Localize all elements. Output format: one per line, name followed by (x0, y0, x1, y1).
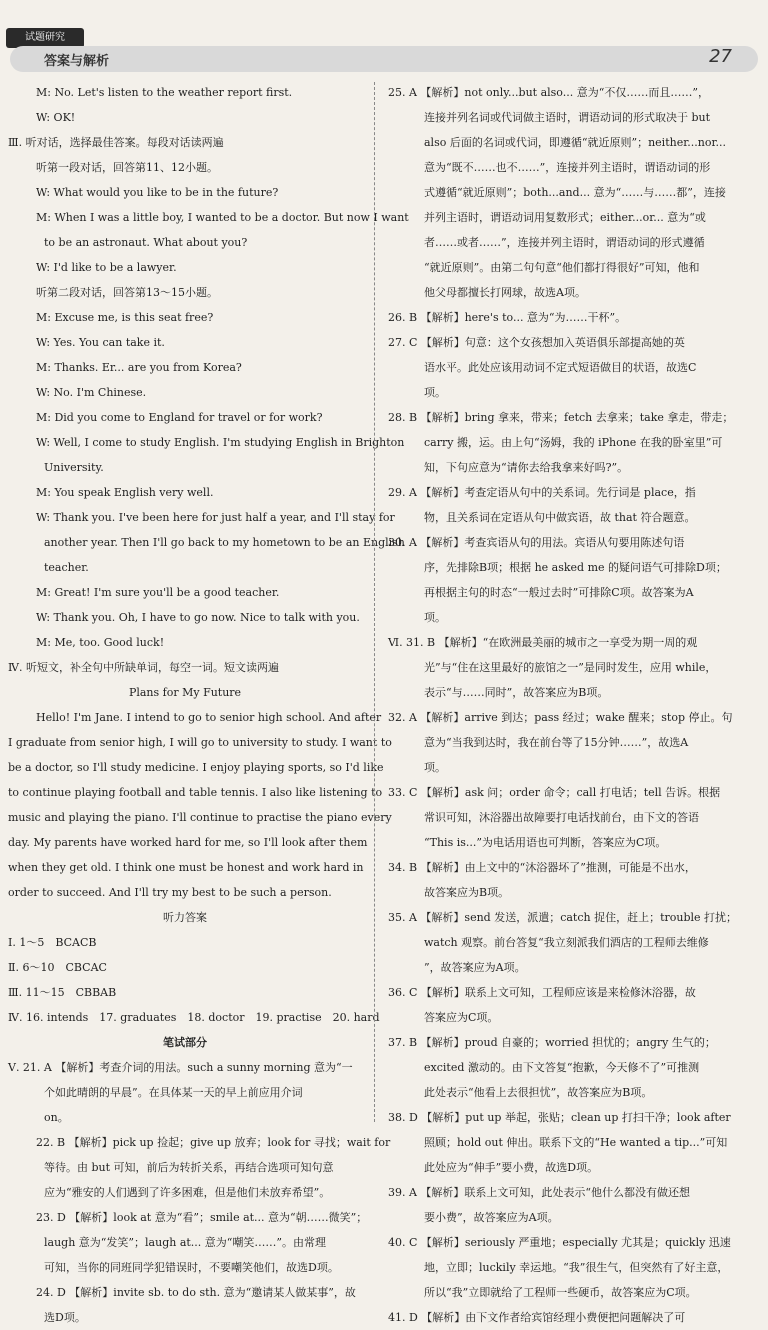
left-text-line: day. My parents have worked hard for me, so I'll look after them (8, 836, 368, 849)
right-text-line: also 后面的名词或代词，即遵循“就近原则”；neither...nor... (424, 136, 726, 149)
left-text-line: Ⅲ. 听对话，选择最佳答案。每段对话读两遍 (8, 136, 224, 149)
right-text-line: “就近原则”。由第二句句意“他们都打得很好”可知，他和 (424, 261, 700, 274)
left-text-line: on。 (44, 1111, 69, 1124)
right-text-line: 知，下句应意为“请你去给我拿来好吗?”。 (424, 461, 629, 474)
left-text-line: 应为“雅安的人们遇到了许多困难，但是他们未放弃希望”。 (44, 1186, 331, 1199)
right-text-line: 29. A 【解析】考查定语从句中的关系词。先行词是 place，指 (388, 486, 696, 499)
left-text-line: M: Great! I'm sure you'll be a good teacher. (36, 586, 280, 599)
left-text-line: when they get old. I think one must be honest and work hard in (8, 861, 364, 874)
left-text-line: Ⅰ. 1～5 BCACB (8, 936, 97, 949)
right-text-line: Ⅵ. 31. B 【解析】“在欧洲最美丽的城市之一享受为期一周的观 (388, 636, 698, 649)
right-text-line: 要小费”，故答案应为A项。 (424, 1211, 559, 1224)
left-text-line: to continue playing football and table tennis. I also like listening to (8, 786, 383, 799)
left-text-line: M: Me, too. Good luck! (36, 636, 165, 649)
right-text-line: 表示“与……同时”，故答案应为B项。 (424, 686, 609, 699)
right-text-line: 故答案应为B项。 (424, 886, 510, 899)
right-text-line: 41. D 【解析】由下文作者给宾馆经理小费便把问题解决了可 (388, 1311, 686, 1324)
left-text-line: music and playing the piano. I'll continue to practise the piano every (8, 811, 392, 824)
right-text-line: 地，立即；luckily 幸运地。“我”很生气，但突然有了好主意， (424, 1261, 729, 1274)
right-text-line: 意为“当我到达时，我在前台等了15分钟……”，故选A (424, 736, 689, 749)
left-text-line: 等待。由 but 可知，前后为转折关系，再结合选项可知句意 (44, 1161, 334, 1174)
left-text-line: 选D项。 (44, 1311, 86, 1324)
left-text-line: W: Yes. You can take it. (36, 336, 165, 349)
left-text-line: W: What would you like to be in the future? (36, 186, 279, 199)
left-text-line: Ⅴ. 21. A 【解析】考查介词的用法。such a sunny morning 意为“一 (8, 1061, 353, 1074)
brand-logo: 试题研究 (6, 28, 84, 48)
left-text-line: order to succeed. And I'll try my best to be such a person. (8, 886, 332, 899)
left-text-line: University. (44, 461, 104, 474)
left-text-line: M: You speak English very well. (36, 486, 214, 499)
left-text-line: Plans for My Future (128, 686, 242, 699)
left-text-line: Ⅳ. 16. intends 17. graduates 18. doctor 19. practise 20. hard (8, 1011, 380, 1024)
right-text-line: 所以“我”立即就给了工程师一些硬币，故答案应为C项。 (424, 1286, 697, 1299)
right-text-line: 26. B 【解析】here's to... 意为“为……干杯”。 (388, 311, 627, 324)
left-text-line: Ⅳ. 听短文，补全句中所缺单词，每空一词。短文读两遍 (8, 661, 279, 674)
right-text-line: 此处表示“他看上去很担忧”，故答案应为B项。 (424, 1086, 653, 1099)
right-text-line: 他父母都擅长打网球，故选A项。 (424, 286, 586, 299)
right-text-line: 式遵循“就近原则”；both...and... 意为“……与……都”，连接 (424, 186, 726, 199)
right-text-line: 再根据主句的时态“一般过去时”可排除C项。故答案为A (424, 586, 694, 599)
left-text-line: 22. B 【解析】pick up 捡起；give up 放弃；look for 寻找；wait for (36, 1136, 391, 1149)
left-text-line: 23. D 【解析】look at 意为“看”；smile at... 意为“朝……微笑”； (36, 1211, 368, 1224)
right-text-line: excited 激动的。由下文答复“抱歉，今天修不了”可推测 (424, 1061, 700, 1074)
right-text-line: 物，且关系词在定语从句中做宾语，故 that 符合题意。 (424, 511, 696, 524)
left-text-line: laugh 意为“发笑”；laugh at... 意为“嘲笑……”。由常理 (44, 1236, 327, 1249)
right-text-line: ”，故答案应为A项。 (424, 961, 526, 974)
left-text-line: 笔试部分 (163, 1036, 207, 1049)
left-text-line: W: Thank you. Oh, I have to go now. Nice to talk with you. (36, 611, 360, 624)
left-text-line: M: Did you come to England for travel or for work? (36, 411, 323, 424)
left-text-line: 听力答案 (163, 911, 207, 924)
right-text-line: 27. C 【解析】句意：这个女孩想加入英语俱乐部提高她的英 (388, 336, 685, 349)
left-text-line: Ⅲ. 11～15 CBBAB (8, 986, 117, 999)
left-text-line: 听第一段对话，回答第11、12小题。 (36, 161, 218, 174)
right-text-line: 语水平。此处应该用动词不定式短语做目的状语，故选C (424, 361, 697, 374)
right-text-line: 32. A 【解析】arrive 到达；pass 经过；wake 醒来；stop 停止。句 (388, 711, 733, 724)
left-text-line: be a doctor, so I'll study medicine. I enjoy playing sports, so I'd like (8, 761, 384, 774)
right-text-line: 项。 (424, 611, 446, 624)
left-text-line: 听第二段对话，回答第13～15小题。 (36, 286, 218, 299)
right-text-line: 35. A 【解析】send 发送，派遣；catch 捉住，赶上；trouble 打扰； (388, 911, 738, 924)
right-text-line: 34. B 【解析】由上文中的“沐浴器坏了”推测，可能是不出水， (388, 861, 696, 874)
right-text-line: 意为“既不……也不……”，连接并列主语时，谓语动词的形 (424, 161, 711, 174)
left-text-line: 个如此晴朗的早晨”。在具体某一天的早上前应用介词 (44, 1086, 303, 1099)
right-text-line: 此处应为“伸手”要小费，故选D项。 (424, 1161, 599, 1174)
left-text-line: W: OK! (36, 111, 76, 124)
right-column (388, 80, 748, 1330)
right-text-line: 28. B 【解析】bring 拿来，带来；fetch 去拿来；take 拿走，带走； (388, 411, 734, 424)
right-text-line: 项。 (424, 386, 446, 399)
left-text-line: Hello! I'm Jane. I intend to go to senior high school. And after (36, 711, 382, 724)
right-text-line: 40. C 【解析】seriously 严重地；especially 尤其是；quickly 迅速 (388, 1236, 731, 1249)
right-text-line: 项。 (424, 761, 446, 774)
left-text-line: M: Excuse me, is this seat free? (36, 311, 214, 324)
right-text-line: 常识可知，沐浴器出故障要打电话找前台，由下文的答语 (424, 811, 699, 824)
right-text-line: 39. A 【解析】联系上文可知，此处表示“他什么都没有做还想 (388, 1186, 691, 1199)
right-text-line: “This is...”为电话用语也可判断，答案应为C项。 (424, 836, 667, 849)
page-number: 27 (709, 46, 732, 67)
left-text-line: another year. Then I'll go back to my hometown to be an English (44, 536, 405, 549)
left-text-line: W: I'd like to be a lawyer. (36, 261, 177, 274)
left-text-line: 24. D 【解析】invite sb. to do sth. 意为“邀请某人做某事”，故 (36, 1286, 356, 1299)
right-text-line: 38. D 【解析】put up 举起，张贴；clean up 打扫干净；look after (388, 1111, 731, 1124)
section-title: 答案与解析 (44, 54, 110, 69)
left-column (8, 80, 409, 1330)
right-text-line: 光”与“住在这里最好的旅馆之一”是同时发生，应用 while， (424, 661, 717, 674)
left-text-line: M: Thanks. Er... are you from Korea? (36, 361, 242, 374)
right-text-line: 连接并列名词或代词做主语时，谓语动词的形式取决于 but (424, 111, 711, 124)
right-text-line: 答案应为C项。 (424, 1011, 499, 1024)
left-text-line: M: No. Let's listen to the weather report first. (36, 86, 293, 99)
left-text-line: to be an astronaut. What about you? (44, 236, 248, 249)
header-bar (10, 46, 758, 72)
left-text-line: 可知，当你的同班同学犯错误时，不要嘲笑他们，故选D项。 (44, 1261, 339, 1274)
left-text-line: teacher. (44, 561, 89, 574)
right-text-line: 并列主语时，谓语动词用复数形式；either...or... 意为“或 (424, 211, 706, 224)
right-text-line: 33. C 【解析】ask 问；order 命令；call 打电话；tell 告诉。根据 (388, 786, 721, 799)
column-divider (374, 82, 375, 1122)
right-text-line: 25. A 【解析】not only...but also... 意为“不仅……而且……”， (388, 86, 709, 99)
left-text-line: W: Well, I come to study English. I'm studying English in Brighton (36, 436, 405, 449)
left-text-line: M: When I was a little boy, I wanted to be a doctor. But now I want (36, 211, 409, 224)
left-text-line: Ⅱ. 6～10 CBCAC (8, 961, 107, 974)
right-text-line: 36. C 【解析】联系上文可知，工程师应该是来检修沐浴器，故 (388, 986, 696, 999)
right-text-line: 30. A 【解析】考查宾语从句的用法。宾语从句要用陈述句语 (388, 536, 685, 549)
left-text-line: W: No. I'm Chinese. (36, 386, 147, 399)
right-text-line: 序，先排除B项；根据 he asked me 的疑问语气可排除D项； (424, 561, 727, 574)
right-text-line: 照顾；hold out 伸出。联系下文的“He wanted a tip...”可知 (424, 1136, 728, 1149)
page-header (0, 0, 768, 80)
right-text-line: carry 搬，运。由上句“汤姆，我的 iPhone 在我的卧室里”可 (424, 436, 723, 449)
right-text-line: watch 观察。前台答复“我立刻派我们酒店的工程师去维修 (424, 936, 709, 949)
left-text-line: I graduate from senior high, I will go to university to study. I want to (8, 736, 392, 749)
right-text-line: 37. B 【解析】proud 自豪的；worried 担忧的；angry 生气的； (388, 1036, 716, 1049)
left-text-line: W: Thank you. I've been here for just half a year, and I'll stay for (36, 511, 395, 524)
right-text-line: 者……或者……”，连接并列主语时，谓语动词的形式遵循 (424, 236, 705, 249)
